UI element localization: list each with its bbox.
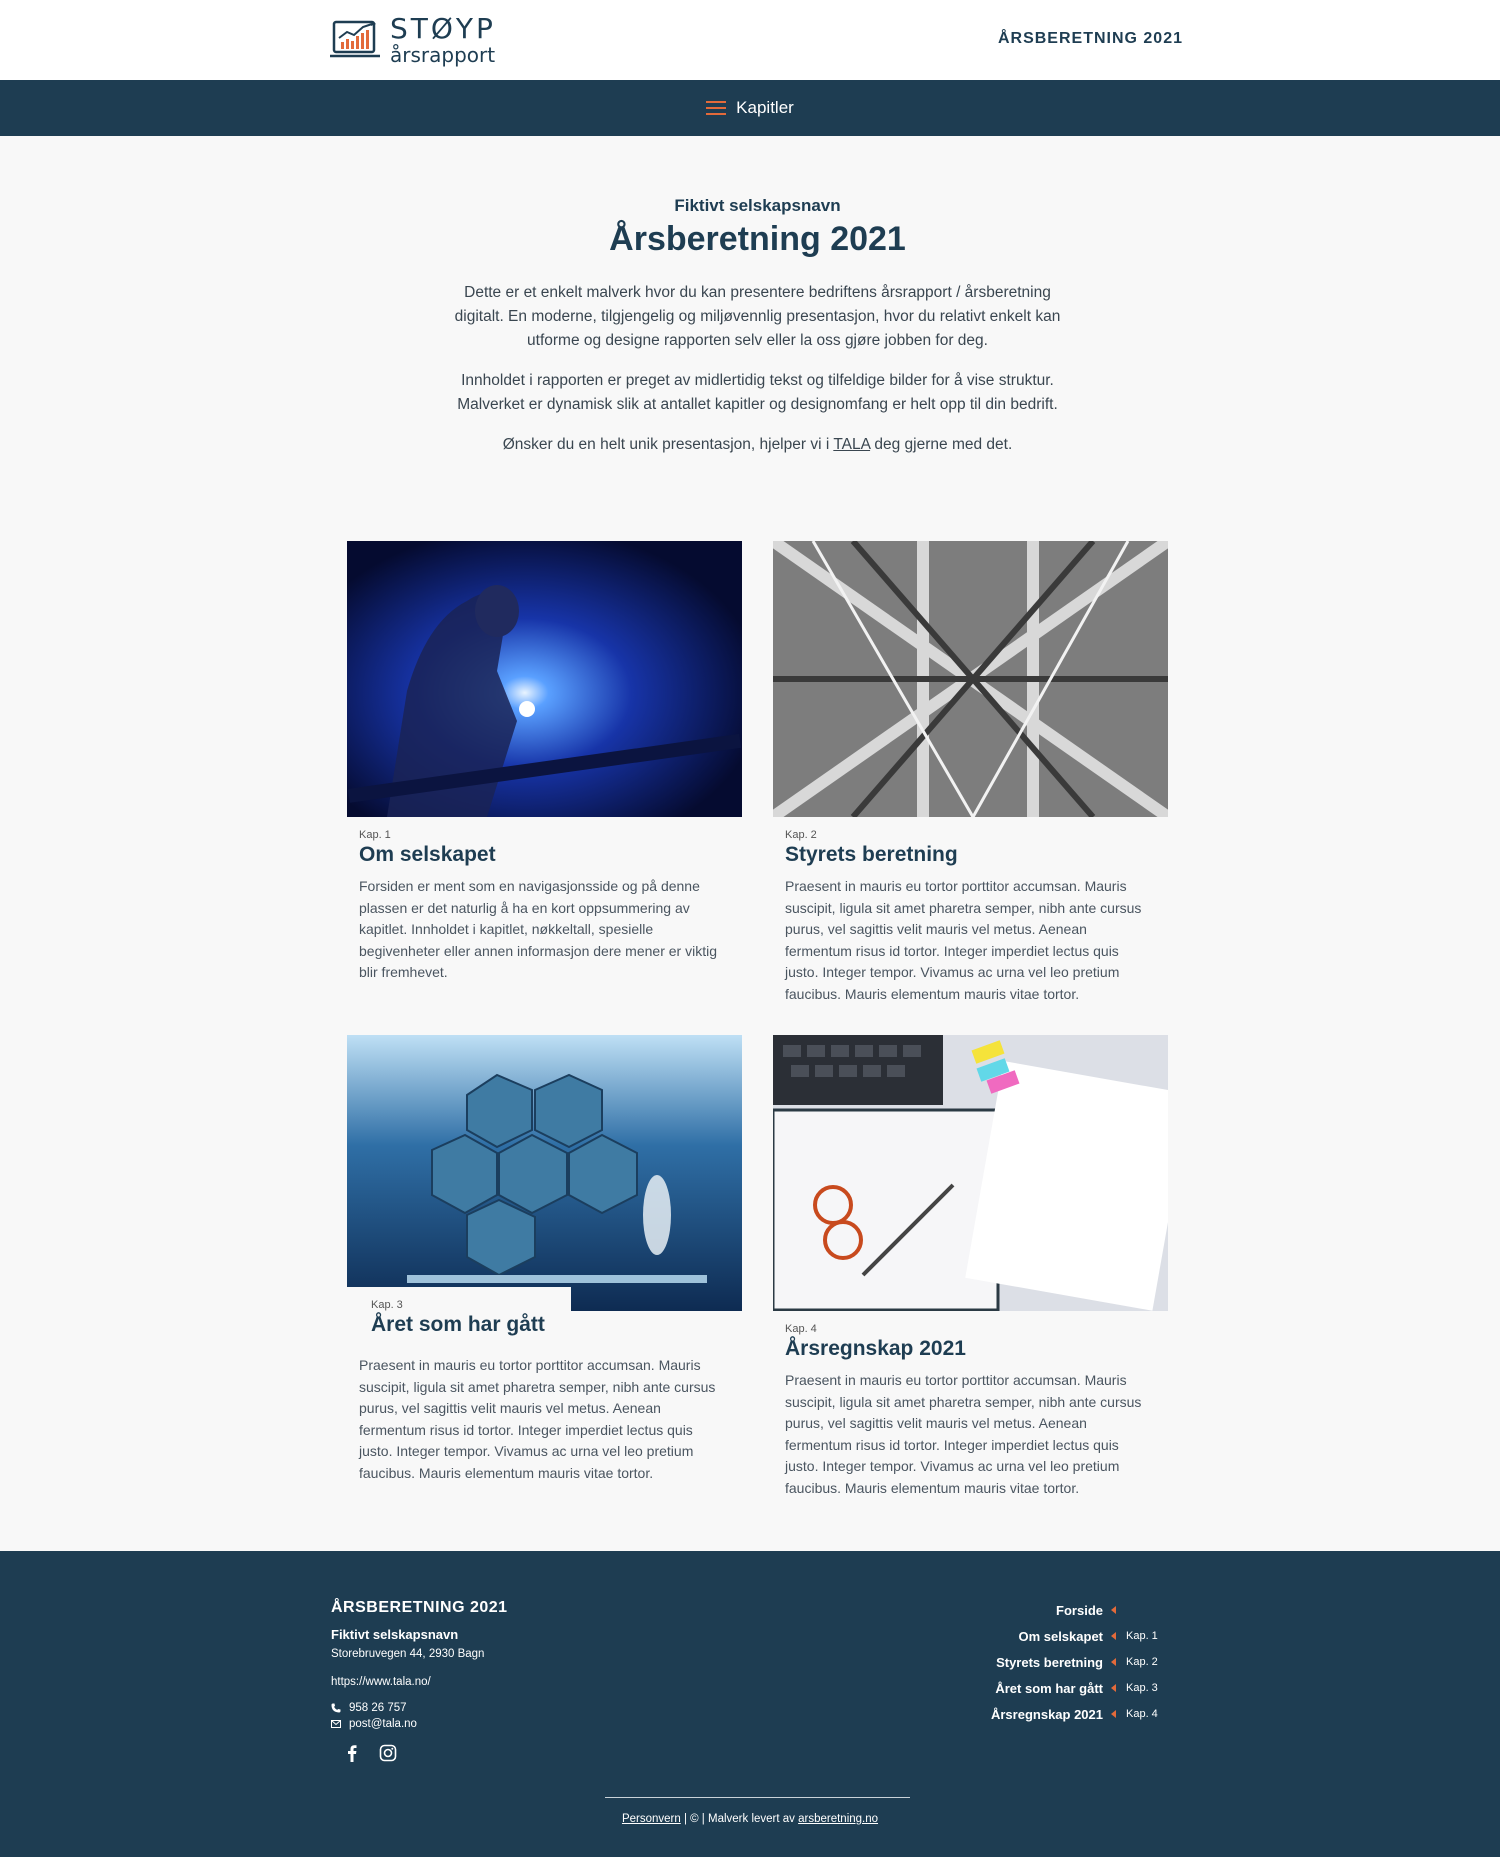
logo-title: STØYP [390,12,496,45]
privacy-link[interactable]: Personvern [621,1813,681,1825]
footer-title: ÅRSBERETNING 2021 [331,1599,508,1616]
header-report-title[interactable]: ÅRSBERETNING 2021 [997,30,1183,47]
footer-website-link[interactable]: https://www.tala.no/ [331,1676,431,1688]
chapter-card-1[interactable] [347,541,742,984]
footer-link-arsregnskap[interactable]: Årsregnskap 2021 Kap. 4 [990,1706,1158,1722]
chapter-title[interactable]: Årsregnskap 2021 [785,1337,966,1360]
tala-link[interactable]: TALA [833,436,871,453]
chart-logo-icon [330,18,382,62]
footer-divider [605,1797,910,1798]
chevron-left-icon [1111,1710,1116,1718]
intro-paragraph-1: Dette er et enkelt malverk hvor du kan presentere bedriftens årsrapport / årsberetning digitalt. En moderne, tilgjengelig og miljøvennlig presentasjon, hvor du relativt enkelt kan utforme og designe rapporten selv eller la oss gjøre jobben for deg. [454,284,1061,349]
chapter-title[interactable]: Styrets beretning [785,843,958,866]
footer-chapter-links [991,1597,1170,1727]
chapter-number: Kap. 3 [371,1299,403,1311]
chapter-card-3[interactable] [347,1035,742,1484]
footer-link-forside[interactable]: Forside [991,1597,1170,1623]
intro-section [450,196,1065,457]
telescope-mirror-image [347,1035,742,1311]
chapter-number: Kap. 1 [359,829,391,841]
chapter-summary: Forsiden er ment som en navigasjonsside og på denne plassen er det naturlig å ha en kort oppsummering av kapitlet. Innholdet i kapitlet, nøkkeltall, spesielle begivenheter eller annen informasjon dere mener er viktig blir fremhevet. [359,878,717,980]
intro-paragraph-2: Innholdet i rapporten er preget av midlertidig tekst og tilfeldige bilder for å vise struktur. Malverket er dynamisk slik at antallet kapitler og designomfang er helt opp til din bedrift. [457,372,1058,413]
footer-contact [331,1599,508,1762]
chapter-summary: Praesent in mauris eu tortor porttitor accumsan. Mauris suscipit, ligula sit amet pharetra semper, nibh ante cursus purus, vel sagittis velit mauris vel metus. Aenean fermentum risus id tortor. Integer imperdiet lectus quis justo. Integer tempor. Vivamus ac urna vel leo pretium faucibus. Mauris elementum mauris vitae tortor. [785,878,1142,1002]
social-links [343,1744,508,1762]
footer-address: Storebruvegen 44, 2930 Bagn [331,1648,485,1660]
arsberetning-link[interactable]: arsberetning.no [798,1813,879,1825]
desk-planner-image [773,1035,1168,1311]
chapter-summary: Praesent in mauris eu tortor porttitor accumsan. Mauris suscipit, ligula sit amet pharetra semper, nibh ante cursus purus, vel sagittis velit mauris vel metus. Aenean fermentum risus id tortor. Integer imperdiet lectus quis justo. Integer tempor. Vivamus ac urna vel leo pretium faucibus. Mauris elementum mauris vitae tortor. [359,1357,716,1481]
footer-company: Fiktivt selskapsnavn [331,1627,459,1642]
site-footer [0,1551,1500,1857]
welding-image [347,541,742,817]
chapter-summary: Praesent in mauris eu tortor porttitor accumsan. Mauris suscipit, ligula sit amet pharetra semper, nibh ante cursus purus, vel sagittis velit mauris vel metus. Aenean fermentum risus id tortor. Integer imperdiet lectus quis justo. Integer tempor. Vivamus ac urna vel leo pretium faucibus. Mauris elementum mauris vitae tortor. [785,1372,1142,1496]
chapter-label-box [347,1287,571,1337]
steel-structure-image [773,541,1168,817]
page-title: Årsberetning 2021 [609,220,906,258]
logo[interactable] [330,14,496,66]
chapter-title[interactable]: Om selskapet [359,843,496,866]
chapter-number: Kap. 4 [785,1323,817,1335]
chapter-number: Kap. 2 [785,829,817,841]
footer-link-styrets-beretning[interactable]: Styrets beretning Kap. 2 [996,1654,1158,1670]
footer-email[interactable]: post@tala.no [331,1718,508,1730]
instagram-icon[interactable] [379,1744,397,1762]
chapter-title[interactable]: Året som har gått [371,1313,545,1336]
mail-icon [331,1719,341,1729]
company-name: Fiktivt selskapsnavn [674,196,841,215]
intro-paragraph-3: Ønsker du en helt unik presentasjon, hjelper vi i TALA deg gjerne med det. [502,436,1013,453]
site-header [0,0,1500,80]
facebook-icon[interactable] [343,1744,361,1762]
phone-icon [331,1703,341,1713]
chapters-menu-button[interactable] [706,98,794,118]
chapter-card-4[interactable] [773,1035,1168,1499]
chapters-menu-label: Kapitler [736,98,794,117]
logo-subtitle: årsrapport [390,43,496,67]
chevron-left-icon [1111,1632,1116,1640]
hamburger-icon [706,101,726,115]
footer-bottom-bar: Personvern | © | Malverk levert av arsberetning.no [621,1813,879,1825]
chevron-left-icon [1111,1684,1116,1692]
footer-link-aret-som-har-gatt[interactable]: Året som har gått Kap. 3 [995,1680,1158,1696]
chevron-left-icon [1111,1606,1116,1614]
footer-phone[interactable]: 958 26 757 [331,1702,508,1714]
chevron-left-icon [1111,1658,1116,1666]
chapter-card-2[interactable] [773,541,1168,1005]
chapter-navbar [0,80,1500,136]
footer-link-om-selskapet[interactable]: Om selskapet Kap. 1 [1018,1628,1158,1644]
